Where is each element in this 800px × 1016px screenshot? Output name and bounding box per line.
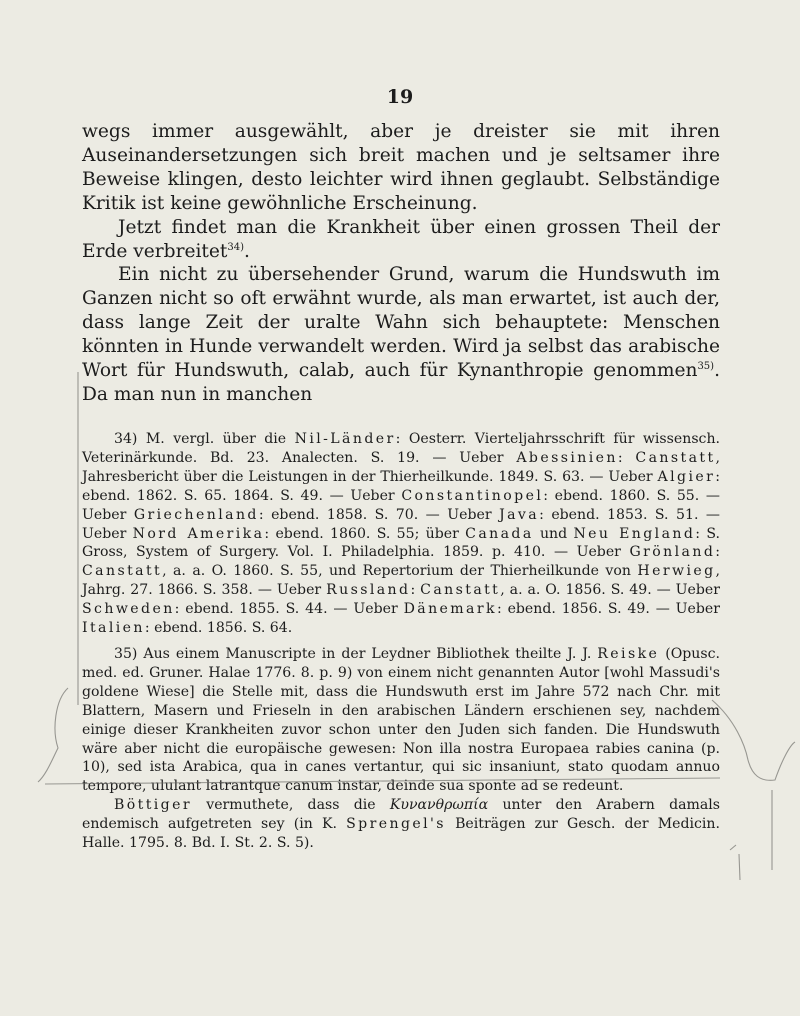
- fn34-text: : ebend. 1856. S. 49. — Ueber: [496, 601, 720, 618]
- fn34-text: :: [715, 544, 720, 561]
- fn34-place: Nil-Länder: [294, 431, 396, 447]
- fn34-author: Herwieg: [637, 563, 716, 580]
- fn35-author: Sprengel's: [346, 816, 446, 833]
- fn34-text: : ebend. 1855. S. 44. — Ueber: [174, 601, 404, 618]
- body-paragraph-2: [82, 216, 720, 264]
- footnote-35-continuation: [82, 796, 720, 853]
- fn34-text: : ebend. 1858. S. 70. — Ueber: [258, 506, 500, 523]
- fn34-place: Canada: [465, 525, 534, 542]
- fn34-text: : Oesterr. Vierteljahrsschrift für wissensch. Veterinärkunde. Bd. 23. Analecten. S. 19. — Ueber: [82, 431, 720, 466]
- footnote-35: [82, 645, 720, 796]
- body-paragraph-3-text: Ein nicht zu übersehender Grund, warum die Hundswuth im Ganzen nicht so oft erwähnt wurde, als man erwartet, ist auch der, dass lange Zeit der uralte Wahn sich behauptete: Menschen könnten in Hunde verwandelt werden. Wird ja selbst das arabische Wort für Hundswuth, calab, auch für Kynanthropie genommen: [82, 264, 720, 382]
- fn34-place: Russland: [326, 582, 411, 599]
- body-text: [82, 120, 720, 407]
- fn34-text: : ebend. 1862. S. 65. 1864. S. 49. — Ueber: [82, 468, 720, 504]
- fn35-author: Böttiger: [114, 797, 192, 814]
- fn34-text: , a. a. O. 1860. S. 55, und Repertorium der Thierheilkunde von: [162, 563, 638, 580]
- body-paragraph-3: [82, 263, 720, 406]
- fn34-place: Schweden: [82, 601, 175, 618]
- fn34-text: : ebend. 1853. S. 51. — Ueber: [82, 506, 721, 542]
- fn34-place: Constantinopel: [401, 487, 544, 504]
- fn34-place: Abessinien: [516, 449, 618, 466]
- fn34-author: Canstatt: [635, 449, 716, 466]
- fn34-text: 34) M. vergl. über die: [114, 431, 295, 447]
- fn34-text: : ebend. 1856. S. 64.: [144, 620, 293, 637]
- fn34-place: Griechenland: [133, 506, 259, 523]
- body-paragraph-3-end: . Da man nun in manchen: [82, 360, 720, 405]
- fn35-author: Reiske: [597, 645, 660, 662]
- fn34-author: Canstatt: [82, 563, 163, 580]
- fn34-text: : ebend. 1860. S. 55; über: [264, 525, 466, 542]
- page-number: 19: [386, 86, 414, 108]
- margin-bracket-left: [38, 688, 68, 782]
- fn34-text: : S. Gross, System of Surgery. Vol. I. Philadelphia. 1859. p. 410. — Ueber: [82, 525, 720, 561]
- fn35-text: vermuthete, dass die: [191, 797, 390, 814]
- handwritten-note-right: [712, 700, 795, 780]
- footnote-ref-35: 35): [697, 361, 715, 373]
- footnote-ref-34: 34): [227, 241, 245, 253]
- body-paragraph-2-end: .: [244, 240, 250, 262]
- footnotes: [82, 430, 720, 853]
- fn35-text: unter den Arabern damals endemisch aufgetreten sey (in K.: [82, 797, 721, 833]
- fn34-place: Italien: [82, 620, 145, 637]
- margin-mark-bottom: [730, 845, 740, 880]
- fn34-text: :: [410, 582, 421, 599]
- fn35-text: Beiträgen zur Gesch. der Medicin. Halle. 1795. 8. Bd. I. St. 2. S. 5).: [82, 816, 720, 852]
- fn35-text: 35) Aus einem Manuscripte in der Leydner Bibliothek theilte J. J.: [114, 645, 598, 662]
- fn34-text: und: [533, 525, 574, 542]
- fn34-place: Nord Amerika: [132, 525, 265, 542]
- body-paragraph-1: wegs immer ausgewählt, aber je dreister sie mit ihren Auseinandersetzungen sich breit machen und je seltsamer ihre Beweise klingen, desto leichter wird ihnen geglaubt. Selbständige Kritik ist keine gewöhnliche Erscheinung.: [82, 121, 720, 214]
- footnote-34: [82, 430, 720, 638]
- fn35-text: (Opusc. med. ed. Gruner. Halae 1776. 8. p. 9) von einem nicht genannten Autor [wohl Massudi's goldene Wiese] die Stelle mit, dass die Hundswuth erst im Jahre 572 nach Chr. mit Blattern, Masern und Frieseln in den arabischen Ländern erschienen sey, nachdem einige dieser Krankheiten zuvor schon unter den Juden sich fanden. Die Hundswuth wäre aber nicht die europäische gewesen: Non illa nostra Europaea rabies canina (p. 10), sed ista Arabica, qua in canes vertantur, qui sic insaniunt, stato quodam annuo tempore, ululant latrantque canum instar, deinde sua sponte ad se redeunt.: [82, 645, 720, 795]
- fn34-text: , a. a. O. 1856. S. 49. — Ueber: [500, 582, 720, 599]
- fn34-text: , Jahrg. 27. 1866. S. 358. — Ueber: [82, 563, 720, 599]
- fn34-place: Neu England: [573, 525, 696, 542]
- fn34-text: , Jahresbericht über die Leistungen in der Thierheilkunde. 1849. S. 63. — Ueber: [82, 449, 720, 485]
- fn34-place: Algier: [657, 468, 716, 485]
- fn34-place: Dänemark: [403, 601, 497, 618]
- fn34-place: Grönland: [629, 544, 716, 561]
- fn34-text: :: [617, 449, 636, 466]
- body-paragraph-2-text: Jetzt findet man die Krankheit über einen grossen Theil der Erde verbreitet: [82, 216, 720, 262]
- fn34-author: Canstatt: [420, 582, 501, 599]
- fn34-text: : ebend. 1860. S. 55. — Ueber: [82, 487, 720, 523]
- fn35-greek-term: Κυνανθρωπία: [389, 797, 489, 814]
- fn34-place: Java: [499, 506, 540, 523]
